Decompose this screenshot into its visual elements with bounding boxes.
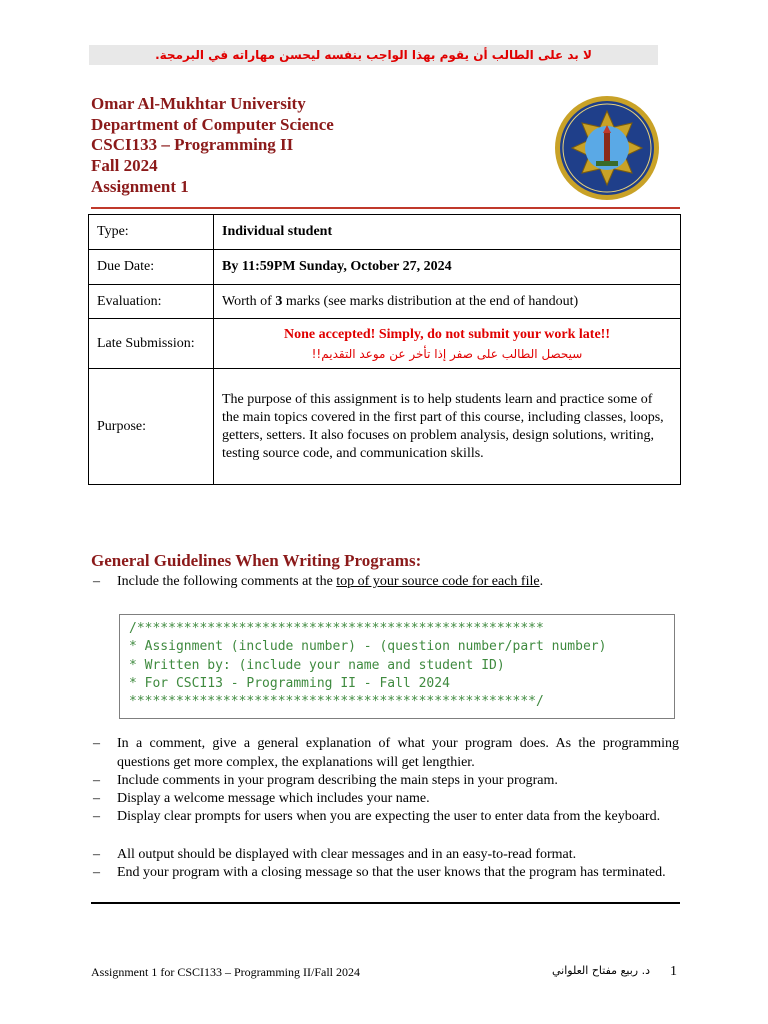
code-line: * For CSCI13 - Programming II - Fall 2024	[129, 675, 450, 691]
type-label: Type:	[89, 215, 214, 250]
guidelines-heading: General Guidelines When Writing Programs:	[91, 551, 422, 570]
purpose-value: The purpose of this assignment is to help students learn and practice some of the main topics covered in the first part of this course, including classes, loops, getters, setters. It also focuses on problem analysis, design solutions, writing, testing source code, and communication skills.	[214, 369, 681, 485]
evaluation-value: Worth of 3 marks (see marks distribution at the end of handout)	[214, 285, 681, 319]
late-policy-arabic: سيحصل الطالب على صفر إذا تأخر عن موعد التقديم!!	[311, 346, 583, 361]
footer-instructor-name: د. ربيع مفتاح العلواني	[552, 964, 650, 977]
code-line: * Assignment (include number) - (question number/part number)	[129, 639, 607, 655]
university-seal-icon	[554, 95, 660, 201]
late-submission-label: Late Submission:	[89, 319, 214, 369]
university-name: Omar Al-Mukhtar University	[91, 94, 306, 113]
content-bottom-divider	[91, 902, 680, 904]
purpose-label: Purpose:	[89, 369, 214, 485]
arabic-warning-banner: لا بد على الطالب أن يقوم بهذا الواجب بنفسه ليحسن مهاراته في البرمجة.	[89, 45, 658, 65]
type-value: Individual student	[214, 215, 681, 250]
course-name: CSCI133 – Programming II	[91, 135, 294, 155]
table-row	[89, 215, 681, 250]
late-submission-value	[214, 319, 681, 369]
assignment-title: Assignment 1	[91, 176, 189, 196]
page-number: 1	[670, 964, 677, 979]
late-policy-english: None accepted! Simply, do not submit your work late!!	[283, 326, 611, 342]
footer-course-info: Assignment 1 for CSCI133 – Programming II/Fall 2024	[91, 965, 360, 979]
table-row	[89, 250, 681, 285]
list-item: – Include comments in your program describing the main steps in your program.	[93, 773, 558, 788]
code-line: /****************************************************	[129, 621, 544, 636]
document-header	[91, 94, 334, 198]
comment-template-code-block	[119, 614, 675, 719]
evaluation-label: Evaluation:	[89, 285, 214, 319]
code-line: * Written by: (include your name and student ID)	[129, 657, 505, 673]
list-item: – End your program with a closing message so that the user knows that the program has terminated.	[93, 865, 666, 880]
list-item: – Display clear prompts for users when you are expecting the user to enter data from the keyboard.	[93, 809, 661, 824]
due-date-label: Due Date:	[89, 250, 214, 285]
table-row	[89, 369, 681, 485]
list-item: – Include the following comments at the top of your source code for each file.	[93, 574, 544, 589]
list-item: – In a comment, give a general explanation of what your program does. As the programming questions get more complex, the explanations will get lengthier.	[93, 736, 679, 770]
table-row	[89, 319, 681, 369]
table-row	[89, 285, 681, 319]
assignment-info-table	[88, 214, 681, 485]
due-date-value: By 11:59PM Sunday, October 27, 2024	[214, 250, 681, 285]
list-item: – Display a welcome message which includes your name.	[93, 791, 430, 806]
list-item: – All output should be displayed with clear messages and in an easy-to-read format.	[93, 847, 577, 862]
department-name: Department of Computer Science	[91, 114, 334, 134]
term: Fall 2024	[91, 156, 158, 176]
header-divider	[91, 207, 680, 209]
code-line: ****************************************************/	[129, 694, 544, 710]
